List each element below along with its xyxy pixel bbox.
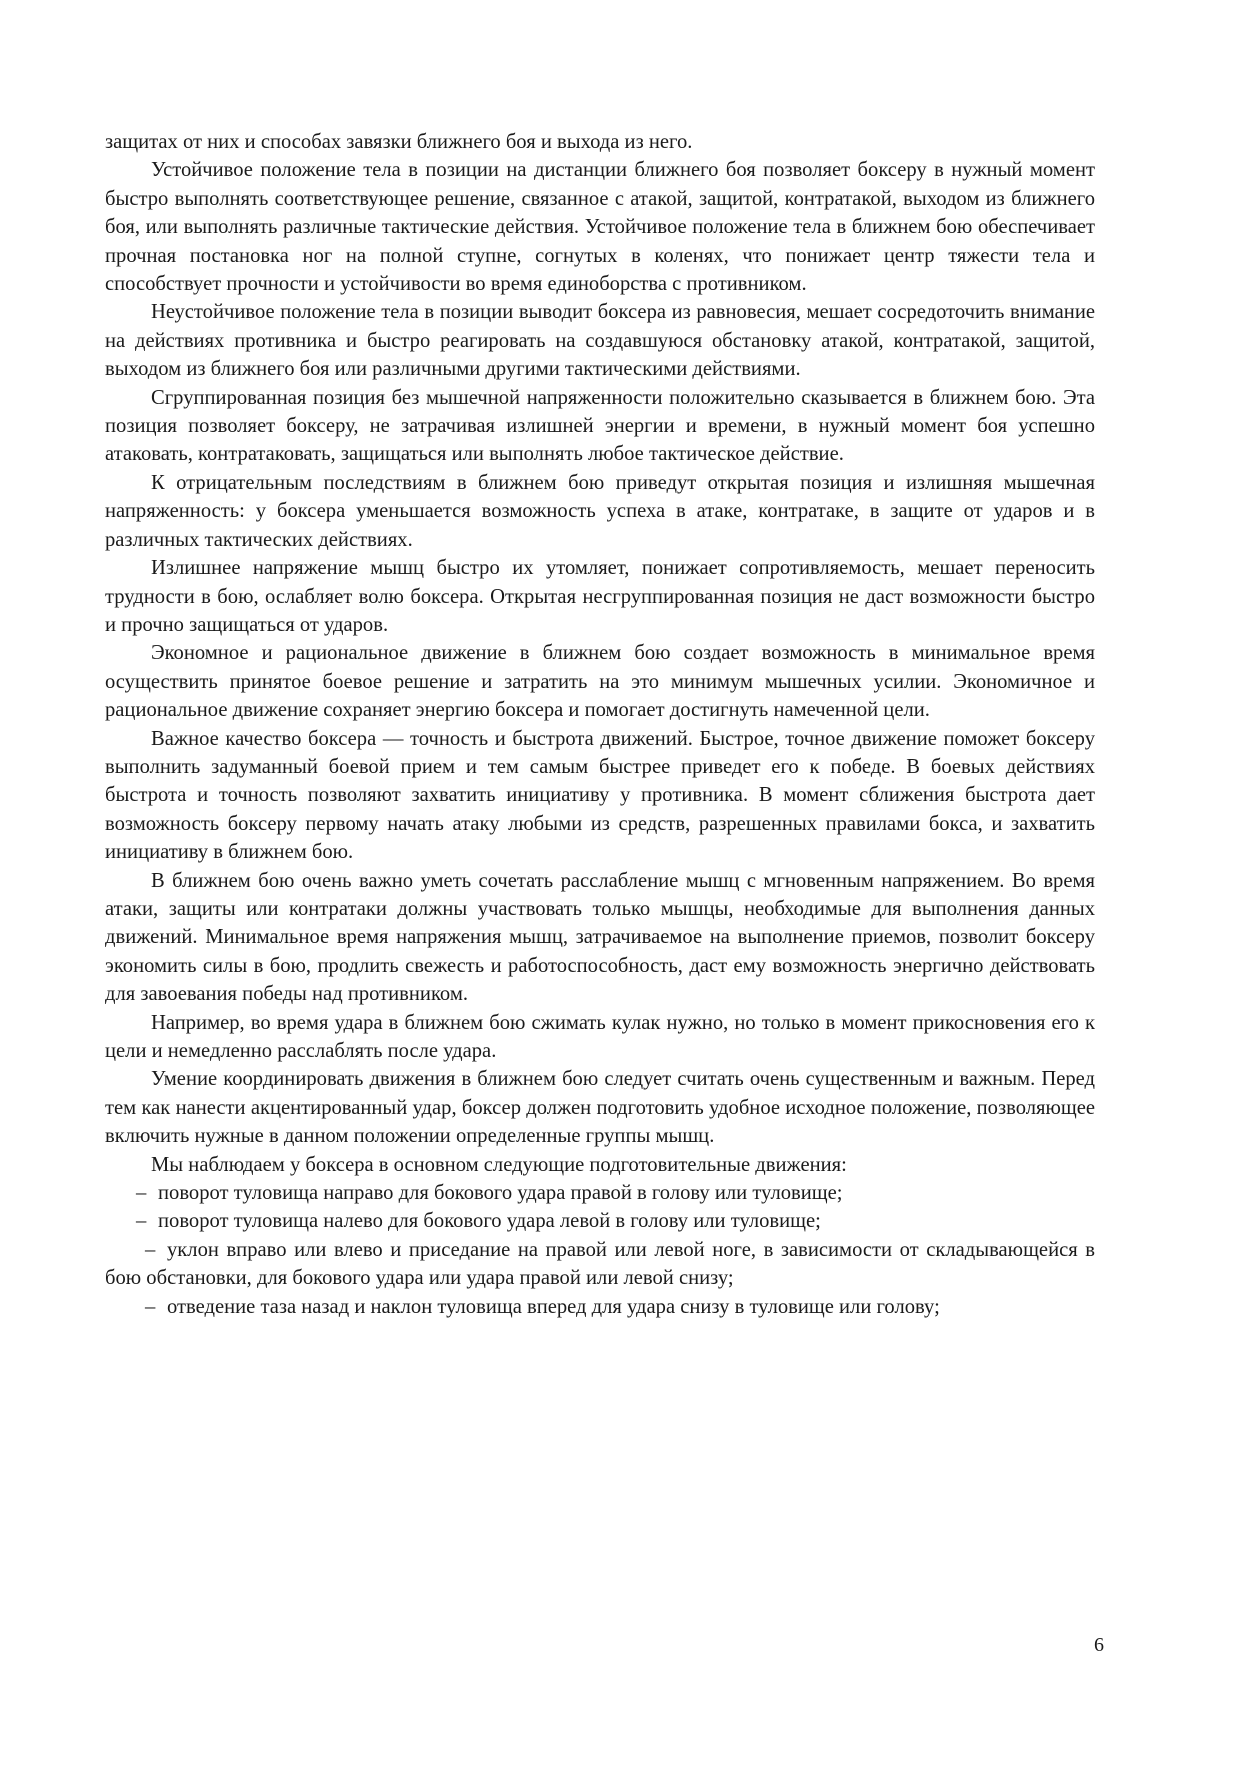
paragraph: Умение координировать движения в ближнем бою следует считать очень существенным и важным. Перед тем как нанести акцентированный удар, боксер должен подготовить удобное исходное положение, позволяющее включить нужные в данном положении определенные группы мышц.	[105, 1068, 1095, 1148]
list-item-text: отведение таза назад и наклон туловища вперед для удара снизу в туловище или голову;	[167, 1295, 940, 1318]
dash-marker: –	[136, 1182, 147, 1205]
list-item-text: поворот туловища направо для бокового удара правой в голову или туловище;	[158, 1182, 843, 1205]
list-item	[105, 1179, 1095, 1207]
paragraph-continuation: защитах от них и способах завязки ближнего боя и выхода из него.	[105, 131, 693, 153]
page-body	[105, 128, 1095, 1321]
dash-marker: –	[136, 1210, 147, 1233]
paragraph: Например, во время удара в ближнем бою сжимать кулак нужно, но только в момент прикосновения его к цели и немедленно расслаблять после удара.	[105, 1011, 1095, 1062]
list-item	[105, 1293, 1095, 1321]
paragraph: Неустойчивое положение тела в позиции выводит боксера из равновесия, мешает сосредоточить внимание на действиях противника и быстро реагировать на создавшуюся обстановку атакой, контратакой, защитой, выходом из ближнего боя или различными другими тактическими действиями.	[105, 301, 1095, 381]
paragraph: В ближнем бою очень важно уметь сочетать расслабление мышц с мгновенным напряжением. Во время атаки, защиты или контратаки должны участвовать только мышцы, необходимые для выполнения данных движений. Минимальное время напряжения мышц, затрачиваемое на выполнение приемов, позволит боксеру экономить силы в бою, продлить свежесть и работоспособность, даст ему возможность энергично действовать для завоевания победы над противником.	[105, 869, 1095, 1006]
paragraph: К отрицательным последствиям в ближнем бою приведут открытая позиция и излишняя мышечная напряженность: у боксера уменьшается возможность успеха в атаке, контратаке, в защите от ударов и в различных тактических действиях.	[105, 471, 1095, 551]
paragraph: Важное качество боксера — точность и быстрота движений. Быстрое, точное движение поможет боксеру выполнить задуманный боевой прием и тем самым быстрее приведет его к победе. В боевых действиях быстрота и точность позволяют захватить инициативу у противника. В момент сближения быстрота дает возможность боксеру первому начать атаку любыми из средств, разрешенных правилами бокса, и захватить инициативу в ближнем бою.	[105, 727, 1095, 864]
list-item	[105, 1236, 1095, 1293]
paragraph: Мы наблюдаем у боксера в основном следующие подготовительные движения:	[151, 1153, 847, 1176]
paragraph: Устойчивое положение тела в позиции на дистанции ближнего боя позволяет боксеру в нужный момент быстро выполнять соответствующее решение, связанное с атакой, защитой, контратакой, выходом из ближнего боя, или выполнять различные тактические действия. Устойчивое положение тела в ближнем бою обеспечивает прочная постановка ног на полной ступне, согнутых в коленях, что понижает центр тяжести тела и способствует прочности и устойчивости во время единоборства с противником.	[105, 159, 1095, 296]
paragraph: Сгруппированная позиция без мышечной напряженности положительно сказывается в ближнем бою. Эта позиция позволяет боксеру, не затрачивая излишней энергии и времени, в нужный момент боя успешно атаковать, контратаковать, защищаться или выполнять любое тактическое действие.	[105, 386, 1095, 466]
paragraph: Излишнее напряжение мышц быстро их утомляет, понижает сопротивляемость, мешает переносить трудности в бою, ослабляет волю боксера. Открытая несгруппированная позиция не даст возможности быстро и прочно защищаться от ударов.	[105, 557, 1095, 636]
list-item	[105, 1207, 1095, 1235]
paragraph: Экономное и рациональное движение в ближнем бою создает возможность в минимальное время осуществить принятое боевое решение и затратить на это минимум мышечных усилии. Экономичное и рациональное движение сохраняет энергию боксера и помогает достигнуть намеченной цели.	[105, 642, 1095, 722]
list-item-text: поворот туловища налево для бокового удара левой в голову или туловище;	[158, 1210, 821, 1233]
page-number: 6	[1094, 1634, 1104, 1656]
dash-marker: –	[145, 1238, 156, 1261]
dash-marker: –	[145, 1295, 156, 1318]
list-item-text: уклон вправо или влево и приседание на правой или левой ноге, в зависимости от складывающейся в бою обстановки, для бокового удара или удара правой или левой снизу;	[105, 1238, 1095, 1290]
